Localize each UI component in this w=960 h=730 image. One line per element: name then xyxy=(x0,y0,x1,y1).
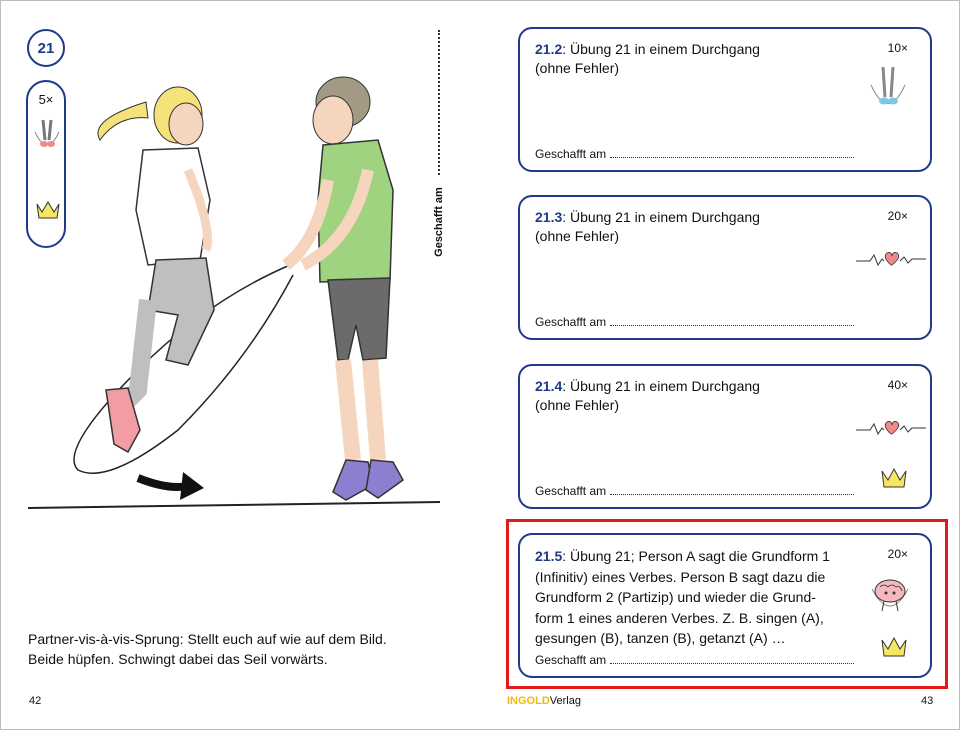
vertical-done-label: Geschafft am xyxy=(433,187,445,257)
highlight-box xyxy=(506,519,948,689)
task-code: 21.4 xyxy=(535,378,563,394)
exercise-caption xyxy=(28,629,458,669)
task-line: : Übung 21 in einem Durchgang xyxy=(562,378,760,394)
crown-icon xyxy=(880,466,908,490)
done-line xyxy=(535,315,854,329)
task-line: : Übung 21; Person A sagt die Grundform 1 xyxy=(562,548,830,564)
done-line xyxy=(535,147,854,161)
jump-rope-illustration xyxy=(28,60,448,515)
task-line: (ohne Fehler) xyxy=(535,60,620,76)
task-code: 21.5 xyxy=(535,548,563,564)
legs-icon xyxy=(868,67,908,117)
task-line: gesungen (B), tanzen (B), getanzt (A) … xyxy=(535,630,786,646)
task-line: (ohne Fehler) xyxy=(535,397,620,413)
task-text xyxy=(535,208,875,246)
task-card-21-4 xyxy=(518,364,932,509)
task-reps: 20× xyxy=(887,209,908,223)
task-reps: 10× xyxy=(887,41,908,55)
publisher-logo xyxy=(507,695,581,707)
task-card-21-2 xyxy=(518,27,932,172)
page-number-right: 43 xyxy=(921,695,934,707)
repetition-count: 5× xyxy=(38,92,54,107)
done-label: Geschafft am xyxy=(535,147,607,161)
task-reps: 40× xyxy=(887,378,908,392)
task-code: 21.3 xyxy=(535,209,563,225)
done-label: Geschafft am xyxy=(535,653,607,667)
publisher-suffix: Verlag xyxy=(549,695,581,707)
date-dotted-line xyxy=(610,484,854,495)
task-line: : Übung 21 in einem Durchgang xyxy=(562,41,760,57)
done-label: Geschafft am xyxy=(535,484,607,498)
heartbeat-icon xyxy=(856,249,926,269)
task-line: form 1 eines anderen Verbes. Z. B. singen (A), xyxy=(535,609,824,626)
date-dotted-line xyxy=(438,30,440,175)
date-dotted-line xyxy=(610,315,854,326)
task-code: 21.2 xyxy=(535,41,563,57)
task-line: (Infinitiv) eines Verbes. Person B sagt dazu die xyxy=(535,568,826,585)
page-number-left: 42 xyxy=(29,695,42,707)
task-line: (ohne Fehler) xyxy=(535,228,620,244)
task-line: Grundform 2 (Partizip) und wieder die Grund- xyxy=(535,589,816,605)
task-text xyxy=(535,377,875,415)
date-dotted-line xyxy=(610,147,854,158)
task-line: : Übung 21 in einem Durchgang xyxy=(562,209,760,225)
task-text xyxy=(535,40,875,78)
task-card-21-3 xyxy=(518,195,932,340)
caption-line: Partner-vis-à-vis-Sprung: Stellt euch auf wie auf dem Bild. xyxy=(28,631,387,647)
done-line xyxy=(535,484,854,498)
exercise-number-badge: 21 xyxy=(27,29,65,67)
publisher-brand: INGOLD xyxy=(507,695,550,707)
task-reps: 20× xyxy=(887,547,908,561)
done-label: Geschafft am xyxy=(535,315,607,329)
caption-line: Beide hüpfen. Schwingt dabei das Seil vorwärts. xyxy=(28,651,328,667)
heartbeat-icon xyxy=(856,418,926,438)
